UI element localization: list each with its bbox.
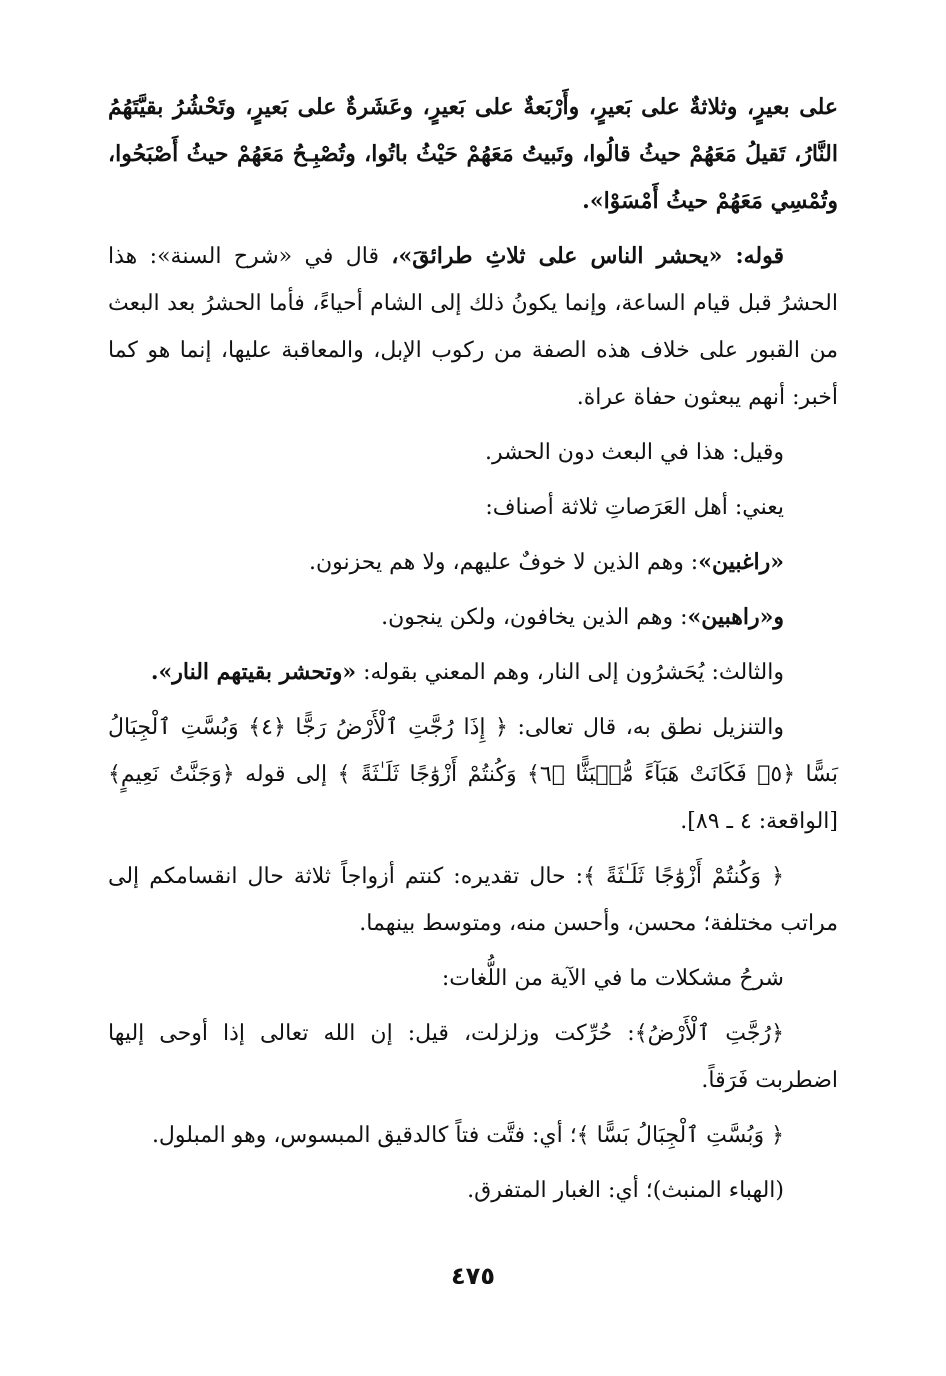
paragraph-text: ﴿ وَكُنتُمْ أَزْوَٰجًا ثَلَـٰثَةً ﴾: حال تقديره: كنتم أزواجاً ثلاثة حال انقسامكم إلى مراتب مختلفة؛ محسن، وأحسن منه، ومتوسط بينهما. <box>108 864 838 936</box>
commentary-paragraph <box>108 853 838 947</box>
commentary-paragraph <box>108 1112 838 1159</box>
paragraph-text: ﴿ وَبُسَّتِ ٱلْجِبَالُ بَسًّا ﴾؛ أي: فتَّت فتاً كالدقيق المبسوس، وهو المبلول. <box>151 1123 784 1148</box>
commentary-paragraph <box>108 233 838 421</box>
paragraph-text: : وهم الذين يخافون، ولكن ينجون. <box>381 605 688 630</box>
paragraph-text: شرحُ مشكلات ما في الآية من اللُّغات: <box>441 966 784 991</box>
paragraph-text: : وهم الذين لا خوفٌ عليهم، ولا هم يحزنون. <box>309 550 699 575</box>
paragraph-text: والثالث: يُحَشرُون إلى النار، وهم المعني بقوله: <box>356 660 784 685</box>
quote-lead: «راغبين» <box>698 549 784 575</box>
commentary-paragraph <box>108 539 838 586</box>
quote-tail: «وتحشر بقيتهم النار». <box>150 659 357 685</box>
paragraph-text: وقيل: هذا في البعث دون الحشر. <box>485 440 784 465</box>
text-block <box>108 84 838 1222</box>
paragraph-text: ﴿رُجَّتِ ٱلْأَرْضُ﴾: حُرِّكت وزلزلت، قيل: إن الله تعالى إذا أوحى إليها اضطربت فَرَقاً. <box>108 1021 838 1093</box>
commentary-paragraph <box>108 649 838 696</box>
hadith-paragraph <box>108 84 838 225</box>
commentary-paragraph <box>108 484 838 531</box>
commentary-paragraph <box>108 1010 838 1104</box>
page-number: ٤٧٥ <box>451 1262 495 1290</box>
paragraph-text: قال في «شرح السنة»: هذا الحشرُ قبل قيام الساعة، وإنما يكونُ ذلك إلى الشام أحياءً، فأما الحشرُ بعد البعث من القبور على خلاف هذه الصفة من ركوب الإبل، والمعاقبة عليها، إنما هو كما أخبر: أنهم يبعثون حفاة عراة. <box>108 244 838 410</box>
paragraph-text: يعني: أهل العَرَصاتِ ثلاثة أصناف: <box>485 495 784 520</box>
commentary-paragraph <box>108 594 838 641</box>
quote-lead: قوله: «يحشر الناس على ثلاثِ طرائقَ»، <box>391 243 785 269</box>
quote-lead: و«راهبين» <box>687 604 784 630</box>
commentary-paragraph <box>108 429 838 476</box>
paragraph-text: (الهباء المنبث)؛ أي: الغبار المتفرق. <box>467 1178 784 1203</box>
paragraph-text: والتنزيل نطق به، قال تعالى: ﴿ إِذَا رُجَّتِ ٱلْأَرْضُ رَجًّا ﴿٤﴾ وَبُسَّتِ ٱلْجِبَالُ بَسًّا ﴿٥﴾ فَكَانَتْ هَبَآءً مُّنۢبَثًّا ﴿٦﴾ وَكُنتُمْ أَزْوَٰجًا ثَلَـٰثَةً ﴾ إلى قوله ﴿وَجَنَّتُ نَعِيمٍ﴾[الواقعة: ٤ ـ ٨٩]. <box>108 715 838 834</box>
quran-paragraph <box>108 704 838 845</box>
commentary-paragraph <box>108 1167 838 1214</box>
commentary-paragraph <box>108 955 838 1002</box>
hadith-text: على بعيرٍ، وثلاثةٌ على بَعيرٍ، وأَرْبَعةٌ على بَعيرٍ، وعَشَرةٌ على بَعيرٍ، وتَحْشُرُ بقيَّتَهُمُ النَّارُ، تَقيلُ مَعَهُمْ حيثُ قالُوا، وتَبيتُ مَعَهُمْ حَيْثُ باتُوا، وتُصْبِـحُ مَعَهُمْ حيثُ أَصْبَحُوا، وتُمْسِي مَعَهُمْ حيثُ أَمْسَوْا». <box>108 94 838 214</box>
